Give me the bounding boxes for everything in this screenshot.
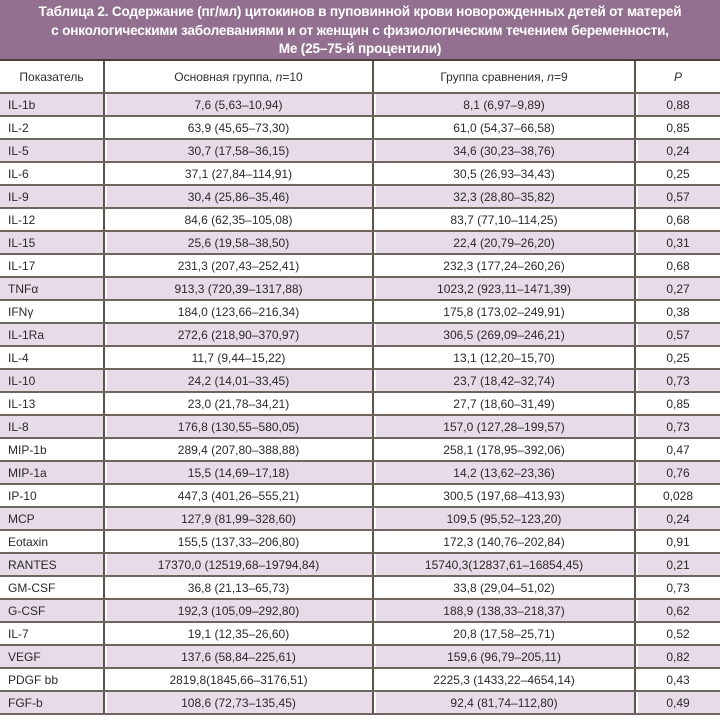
cell-comparison-group: 1023,2 (923,11–1471,39) (373, 277, 635, 300)
cell-comparison-group: 34,6 (30,23–38,76) (373, 139, 635, 162)
cell-main-group: 176,8 (130,55–580,05) (104, 415, 373, 438)
table-row (0, 162, 720, 185)
table-row (0, 231, 720, 254)
cell-comparison-group: 15740,3(12837,61–16854,45) (373, 553, 635, 576)
cell-comparison-group: 30,5 (26,93–34,43) (373, 162, 635, 185)
table-row (0, 139, 720, 162)
cell-indicator: FGF-b (0, 691, 104, 714)
table-row (0, 645, 720, 668)
cell-indicator: Eotaxin (0, 530, 104, 553)
cell-p-value: 0,21 (635, 553, 720, 576)
cell-main-group: 155,5 (137,33–206,80) (104, 530, 373, 553)
table-row (0, 668, 720, 691)
cell-indicator: G-CSF (0, 599, 104, 622)
table-row (0, 530, 720, 553)
table-title (0, 0, 720, 61)
table-title-line: Таблица 2. Содержание (пг/мл) цитокинов в пуповинной крови новорожденных детей от матерей (38, 4, 682, 19)
table-row (0, 254, 720, 277)
cell-comparison-group: 61,0 (54,37–66,58) (373, 116, 635, 139)
cell-main-group: 7,6 (5,63–10,94) (104, 93, 373, 116)
cell-p-value: 0,73 (635, 415, 720, 438)
cell-indicator: RANTES (0, 553, 104, 576)
cell-p-value: 0,76 (635, 461, 720, 484)
cell-indicator: IL-8 (0, 415, 104, 438)
column-header-main-group (104, 61, 373, 93)
cell-comparison-group: 188,9 (138,33–218,37) (373, 599, 635, 622)
comparison-group-label: Группа сравнения, (440, 69, 548, 84)
cell-main-group: 2819,8(1845,66–3176,51) (104, 668, 373, 691)
p-label: P (673, 69, 682, 84)
cell-indicator: IP-10 (0, 484, 104, 507)
table-row (0, 208, 720, 231)
cell-comparison-group: 300,5 (197,68–413,93) (373, 484, 635, 507)
cell-comparison-group: 92,4 (81,74–112,80) (373, 691, 635, 714)
cell-p-value: 0,47 (635, 438, 720, 461)
cell-indicator: IL-7 (0, 622, 104, 645)
cell-comparison-group: 23,7 (18,42–32,74) (373, 369, 635, 392)
cell-p-value: 0,028 (635, 484, 720, 507)
cell-p-value: 0,31 (635, 231, 720, 254)
cell-main-group: 127,9 (81,99–328,60) (104, 507, 373, 530)
table-row (0, 484, 720, 507)
cell-comparison-group: 27,7 (18,60–31,49) (373, 392, 635, 415)
cell-p-value: 0,52 (635, 622, 720, 645)
cell-main-group: 447,3 (401,26–555,21) (104, 484, 373, 507)
table-body (0, 93, 720, 714)
comparison-group-n: n (547, 69, 554, 84)
cell-indicator: IL-13 (0, 392, 104, 415)
cell-main-group: 231,3 (207,43–252,41) (104, 254, 373, 277)
cell-p-value: 0,68 (635, 208, 720, 231)
table-row (0, 369, 720, 392)
cell-main-group: 289,4 (207,80–388,88) (104, 438, 373, 461)
cell-comparison-group: 157,0 (127,28–199,57) (373, 415, 635, 438)
cell-main-group: 272,6 (218,90–370,97) (104, 323, 373, 346)
table-row (0, 461, 720, 484)
table-row (0, 599, 720, 622)
cell-p-value: 0,73 (635, 369, 720, 392)
cell-main-group: 84,6 (62,35–105,08) (104, 208, 373, 231)
cell-p-value: 0,88 (635, 93, 720, 116)
table-title-line: Ме (25–75-й процентили) (278, 41, 442, 56)
cell-indicator: MIP-1b (0, 438, 104, 461)
cell-comparison-group: 32,3 (28,80–35,82) (373, 185, 635, 208)
table-row (0, 185, 720, 208)
cell-comparison-group: 33,8 (29,04–51,02) (373, 576, 635, 599)
table-row (0, 438, 720, 461)
cell-indicator: IL-10 (0, 369, 104, 392)
cell-comparison-group: 172,3 (140,76–202,84) (373, 530, 635, 553)
table-row (0, 116, 720, 139)
cell-comparison-group: 13,1 (12,20–15,70) (373, 346, 635, 369)
cell-comparison-group: 306,5 (269,09–246,21) (373, 323, 635, 346)
cell-p-value: 0,91 (635, 530, 720, 553)
table-row (0, 392, 720, 415)
cell-indicator: IL-12 (0, 208, 104, 231)
table-row (0, 300, 720, 323)
table-row (0, 93, 720, 116)
table-row (0, 346, 720, 369)
cell-indicator: MIP-1a (0, 461, 104, 484)
main-group-count: =10 (282, 69, 303, 84)
cell-indicator: VEGF (0, 645, 104, 668)
cell-p-value: 0,68 (635, 254, 720, 277)
cell-indicator: IL-15 (0, 231, 104, 254)
table-row (0, 507, 720, 530)
cell-p-value: 0,85 (635, 392, 720, 415)
cell-indicator: IL-9 (0, 185, 104, 208)
cell-comparison-group: 83,7 (77,10–114,25) (373, 208, 635, 231)
column-header-p (635, 61, 720, 93)
cell-indicator: IL-1b (0, 93, 104, 116)
main-group-n: n (275, 69, 283, 84)
cell-indicator: IL-2 (0, 116, 104, 139)
cell-p-value: 0,24 (635, 139, 720, 162)
cell-main-group: 30,4 (25,86–35,46) (104, 185, 373, 208)
cell-indicator: IFNγ (0, 300, 104, 323)
cell-indicator: IL-4 (0, 346, 104, 369)
cell-main-group: 36,8 (21,13–65,73) (104, 576, 373, 599)
cell-p-value: 0,73 (635, 576, 720, 599)
cytokine-table (0, 61, 720, 715)
cell-indicator: TNFα (0, 277, 104, 300)
cell-p-value: 0,25 (635, 162, 720, 185)
table-row (0, 323, 720, 346)
cell-main-group: 17370,0 (12519,68–19794,84) (104, 553, 373, 576)
cell-main-group: 63,9 (45,65–73,30) (104, 116, 373, 139)
cell-comparison-group: 22,4 (20,79–26,20) (373, 231, 635, 254)
cell-main-group: 23,0 (21,78–34,21) (104, 392, 373, 415)
cell-p-value: 0,85 (635, 116, 720, 139)
main-group-label: Основная группа, (174, 69, 276, 84)
cell-main-group: 19,1 (12,35–26,60) (104, 622, 373, 645)
table-row (0, 415, 720, 438)
cell-p-value: 0,57 (635, 185, 720, 208)
cell-main-group: 30,7 (17,58–36,15) (104, 139, 373, 162)
table-row (0, 277, 720, 300)
cell-p-value: 0,24 (635, 507, 720, 530)
cell-main-group: 37,1 (27,84–114,91) (104, 162, 373, 185)
column-header-comparison-group (373, 61, 635, 93)
cell-main-group: 15,5 (14,69–17,18) (104, 461, 373, 484)
cell-indicator: IL-5 (0, 139, 104, 162)
cell-indicator: PDGF bb (0, 668, 104, 691)
cell-comparison-group: 20,8 (17,58–25,71) (373, 622, 635, 645)
cell-main-group: 192,3 (105,09–292,80) (104, 599, 373, 622)
cell-main-group: 913,3 (720,39–1317,88) (104, 277, 373, 300)
cell-indicator: IL-17 (0, 254, 104, 277)
cell-comparison-group: 258,1 (178,95–392,06) (373, 438, 635, 461)
cell-comparison-group: 175,8 (173,02–249,91) (373, 300, 635, 323)
table-title-line: с онкологическими заболеваниями и от женщин с физиологическим течением беременности, (51, 22, 669, 38)
table-row (0, 691, 720, 714)
cell-p-value: 0,38 (635, 300, 720, 323)
table-row (0, 553, 720, 576)
cell-indicator: IL-6 (0, 162, 104, 185)
cell-comparison-group: 2225,3 (1433,22–4654,14) (373, 668, 635, 691)
table-row (0, 622, 720, 645)
cell-main-group: 25,6 (19,58–38,50) (104, 231, 373, 254)
cell-indicator: GM-CSF (0, 576, 104, 599)
cell-p-value: 0,25 (635, 346, 720, 369)
cell-main-group: 24,2 (14,01–33,45) (104, 369, 373, 392)
cell-comparison-group: 232,3 (177,24–260,26) (373, 254, 635, 277)
table-row (0, 576, 720, 599)
cell-comparison-group: 109,5 (95,52–123,20) (373, 507, 635, 530)
cell-p-value: 0,49 (635, 691, 720, 714)
cell-comparison-group: 8,1 (6,97–9,89) (373, 93, 635, 116)
cell-indicator: MCP (0, 507, 104, 530)
cell-p-value: 0,43 (635, 668, 720, 691)
cell-p-value: 0,57 (635, 323, 720, 346)
table-header-row (0, 61, 720, 93)
cell-p-value: 0,82 (635, 645, 720, 668)
cell-p-value: 0,27 (635, 277, 720, 300)
cell-main-group: 11,7 (9,44–15,22) (104, 346, 373, 369)
comparison-group-count: =9 (553, 69, 568, 84)
cell-main-group: 108,6 (72,73–135,45) (104, 691, 373, 714)
cell-comparison-group: 14,2 (13,62–23,36) (373, 461, 635, 484)
cell-indicator: IL-1Ra (0, 323, 104, 346)
cell-main-group: 137,6 (58,84–225,61) (104, 645, 373, 668)
column-header-indicator: Показатель (0, 61, 104, 93)
cell-comparison-group: 159,6 (96,79–205,11) (373, 645, 635, 668)
cell-main-group: 184,0 (123,66–216,34) (104, 300, 373, 323)
cell-p-value: 0,62 (635, 599, 720, 622)
